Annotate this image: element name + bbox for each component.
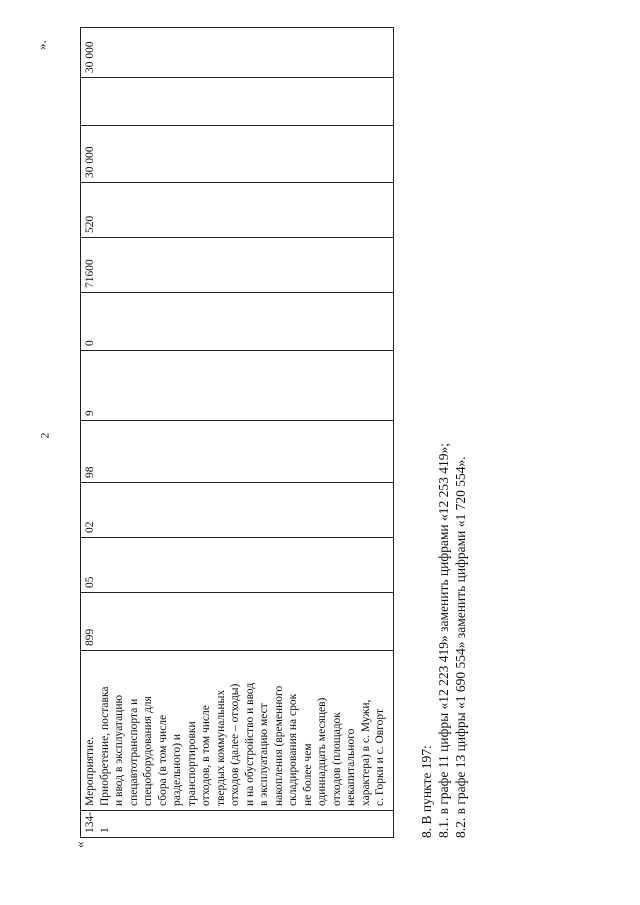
quote-open: «	[72, 841, 87, 848]
description-cell: Мероприятие. Приобретение, поставка и ввод в эксплуатацию спецавтотранспорта и спецоборудования для сбора (в том числе раздельного) и транспортировки отходов, в том числе твердых коммунальных отходов (далее – отходы) и на обустройство и ввод в эксплуатацию мест накопления (временного складирования на срок не более чем одиннадцать месяцев) отходов (площадок некапитального характера) в с. Мужи, с. Горки и с. Овгорт	[81, 651, 394, 811]
value-cell: 02	[81, 483, 394, 538]
value-cell: 98	[81, 421, 394, 483]
row-id-cell: 134-1	[81, 811, 394, 838]
value-cell: 30 000	[81, 126, 394, 183]
value-cell	[81, 78, 394, 126]
value-cell: 899	[81, 593, 394, 651]
value-cell: 520	[81, 183, 394, 238]
value-cell: 30 000	[81, 28, 394, 78]
table-row	[81, 28, 394, 838]
note-line: 8.2. в графе 13 цифры «1 690 554» заменить цифрами «1 720 554».	[453, 456, 468, 838]
page-number: 2	[37, 432, 52, 439]
amendment-table	[80, 27, 394, 838]
quote-close: ».	[34, 40, 49, 50]
value-cell: 9	[81, 351, 394, 421]
value-cell: 0	[81, 293, 394, 351]
note-line: 8.1. в графе 11 цифры «12 223 419» заменить цифрами «12 253 419»;	[436, 443, 451, 838]
rotated-document	[30, 38, 590, 848]
value-cell: 71600	[81, 238, 394, 293]
value-cell: 05	[81, 538, 394, 593]
note-line: 8. В пункте 197:	[419, 745, 434, 838]
amendment-notes	[418, 38, 469, 838]
